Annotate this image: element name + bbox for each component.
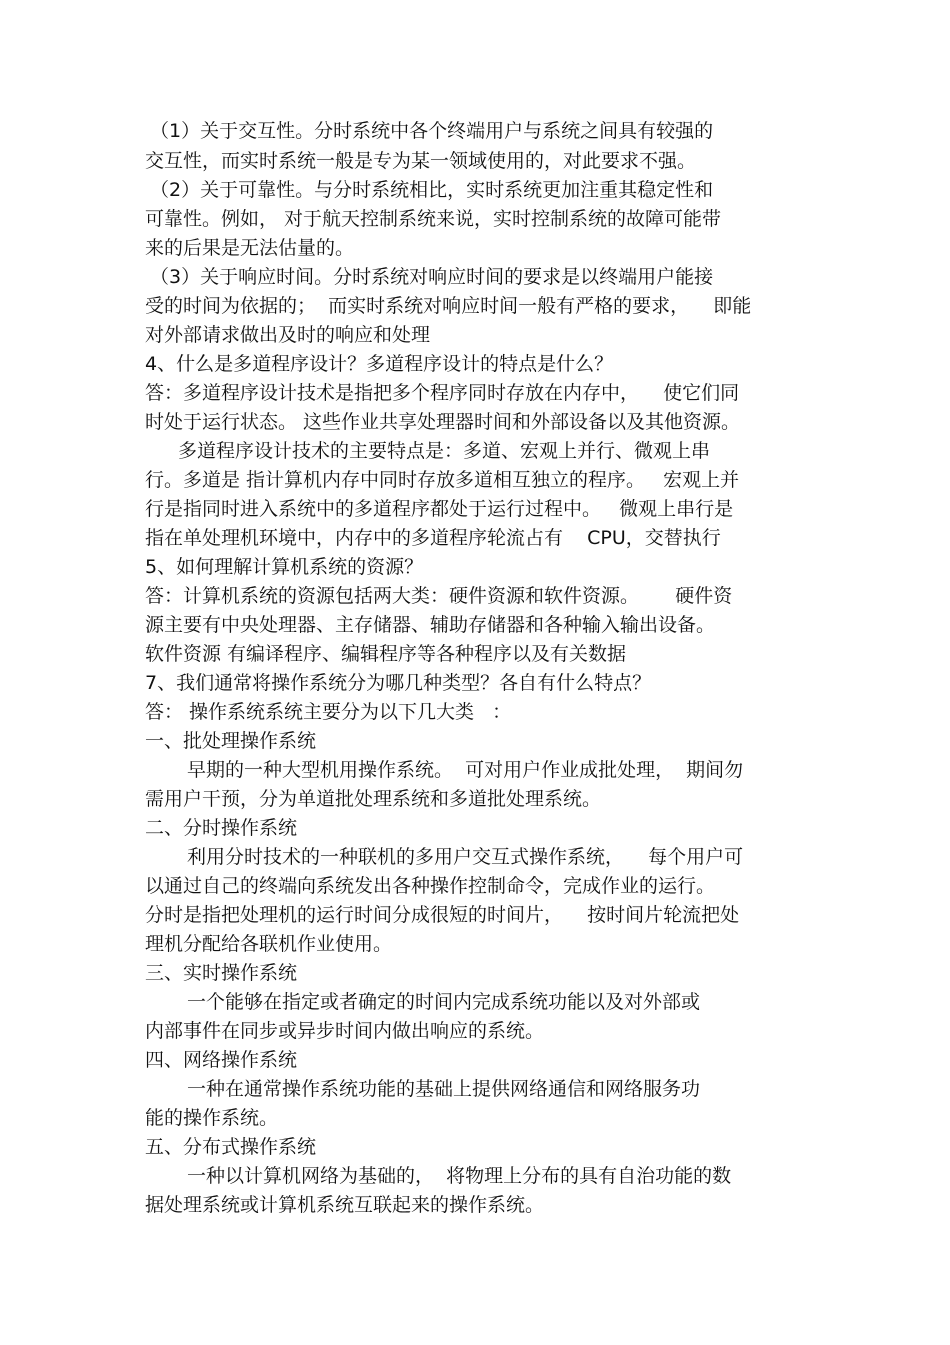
text-line: 对外部请求做出及时的响应和处理	[145, 324, 431, 346]
section-heading: 7、我们通常将操作系统分为哪几种类型？各自有什么特点？	[145, 672, 652, 694]
section-heading: 5、如何理解计算机系统的资源？	[145, 556, 424, 578]
text-line: 多道程序设计技术的主要特点是：多道、宏观上并行、微观上串	[178, 440, 711, 462]
text-line: 行。多道是 指计算机内存中同时存放多道相互独立的程序。 宏观上并	[145, 469, 740, 491]
text-line: 据处理系统或计算机系统互联起来的操作系统。	[145, 1194, 545, 1216]
text-line: 早期的一种大型机用操作系统。 可对用户作业成批处理， 期间勿	[187, 759, 744, 781]
subsection-heading: 三、实时操作系统	[145, 962, 298, 984]
text-line: 一种在通常操作系统功能的基础上提供网络通信和网络服务功	[187, 1078, 701, 1100]
subsection-heading: 四、网络操作系统	[145, 1049, 298, 1071]
subsection-heading: 二、分时操作系统	[145, 817, 298, 839]
text-line: 利用分时技术的一种联机的多用户交互式操作系统， 每个用户可	[187, 846, 744, 868]
text-line: 交互性，而实时系统一般是专为某一领域使用的，对此要求不强。	[145, 150, 697, 172]
text-line: 需用户干预，分为单道批处理系统和多道批处理系统。	[145, 788, 602, 810]
text-line: 行是指同时进入系统中的多道程序都处于运行过程中。 微观上串行是	[145, 498, 734, 520]
text-line: 源主要有中央处理器、主存储器、辅助存储器和各种输入输出设备。	[145, 614, 716, 636]
section-heading: 4、什么是多道程序设计？多道程序设计的特点是什么？	[145, 353, 614, 375]
text-line: 一种以计算机网络为基础的， 将物理上分布的具有自治功能的数	[187, 1165, 732, 1187]
text-line: 时处于运行状态。 这些作业共享处理器时间和外部设备以及其他资源。	[145, 411, 741, 433]
text-line: 答：多道程序设计技术是指把多个程序同时存放在内存中， 使它们同	[145, 382, 740, 404]
subsection-heading: 一、批处理操作系统	[145, 730, 317, 752]
text-line: 指在单处理机环境中，内存中的多道程序轮流占有 CPU，交替执行	[145, 527, 721, 549]
text-line: （2）关于可靠性。与分时系统相比，实时系统更加注重其稳定性和	[150, 179, 714, 201]
text-line: 来的后果是无法估量的。	[145, 237, 355, 259]
text-line: 软件资源 有编译程序、编辑程序等各种程序以及有关数据	[145, 643, 627, 665]
text-line: （1）关于交互性。分时系统中各个终端用户与系统之间具有较强的	[150, 120, 714, 142]
text-line: 一个能够在指定或者确定的时间内完成系统功能以及对外部或	[187, 991, 701, 1013]
text-line: （3）关于响应时间。分时系统对响应时间的要求是以终端用户能接	[150, 266, 714, 288]
text-line: 答： 操作系统系统主要分为以下几大类 ：	[145, 701, 512, 723]
subsection-heading: 五、分布式操作系统	[145, 1136, 317, 1158]
text-line: 能的操作系统。	[145, 1107, 279, 1129]
text-line: 分时是指把处理机的运行时间分成很短的时间片， 按时间片轮流把处	[145, 904, 740, 926]
text-line: 可靠性。例如， 对于航天控制系统来说，实时控制系统的故障可能带	[145, 208, 722, 230]
text-line: 以通过自己的终端向系统发出各种操作控制命令，完成作业的运行。	[145, 875, 716, 897]
text-line: 答：计算机系统的资源包括两大类：硬件资源和软件资源。 硬件资	[145, 585, 733, 607]
text-line: 受的时间为依据的； 而实时系统对响应时间一般有严格的要求， 即能	[145, 295, 752, 317]
text-line: 内部事件在同步或异步时间内做出响应的系统。	[145, 1020, 545, 1042]
text-line: 理机分配给各联机作业使用。	[145, 933, 393, 955]
